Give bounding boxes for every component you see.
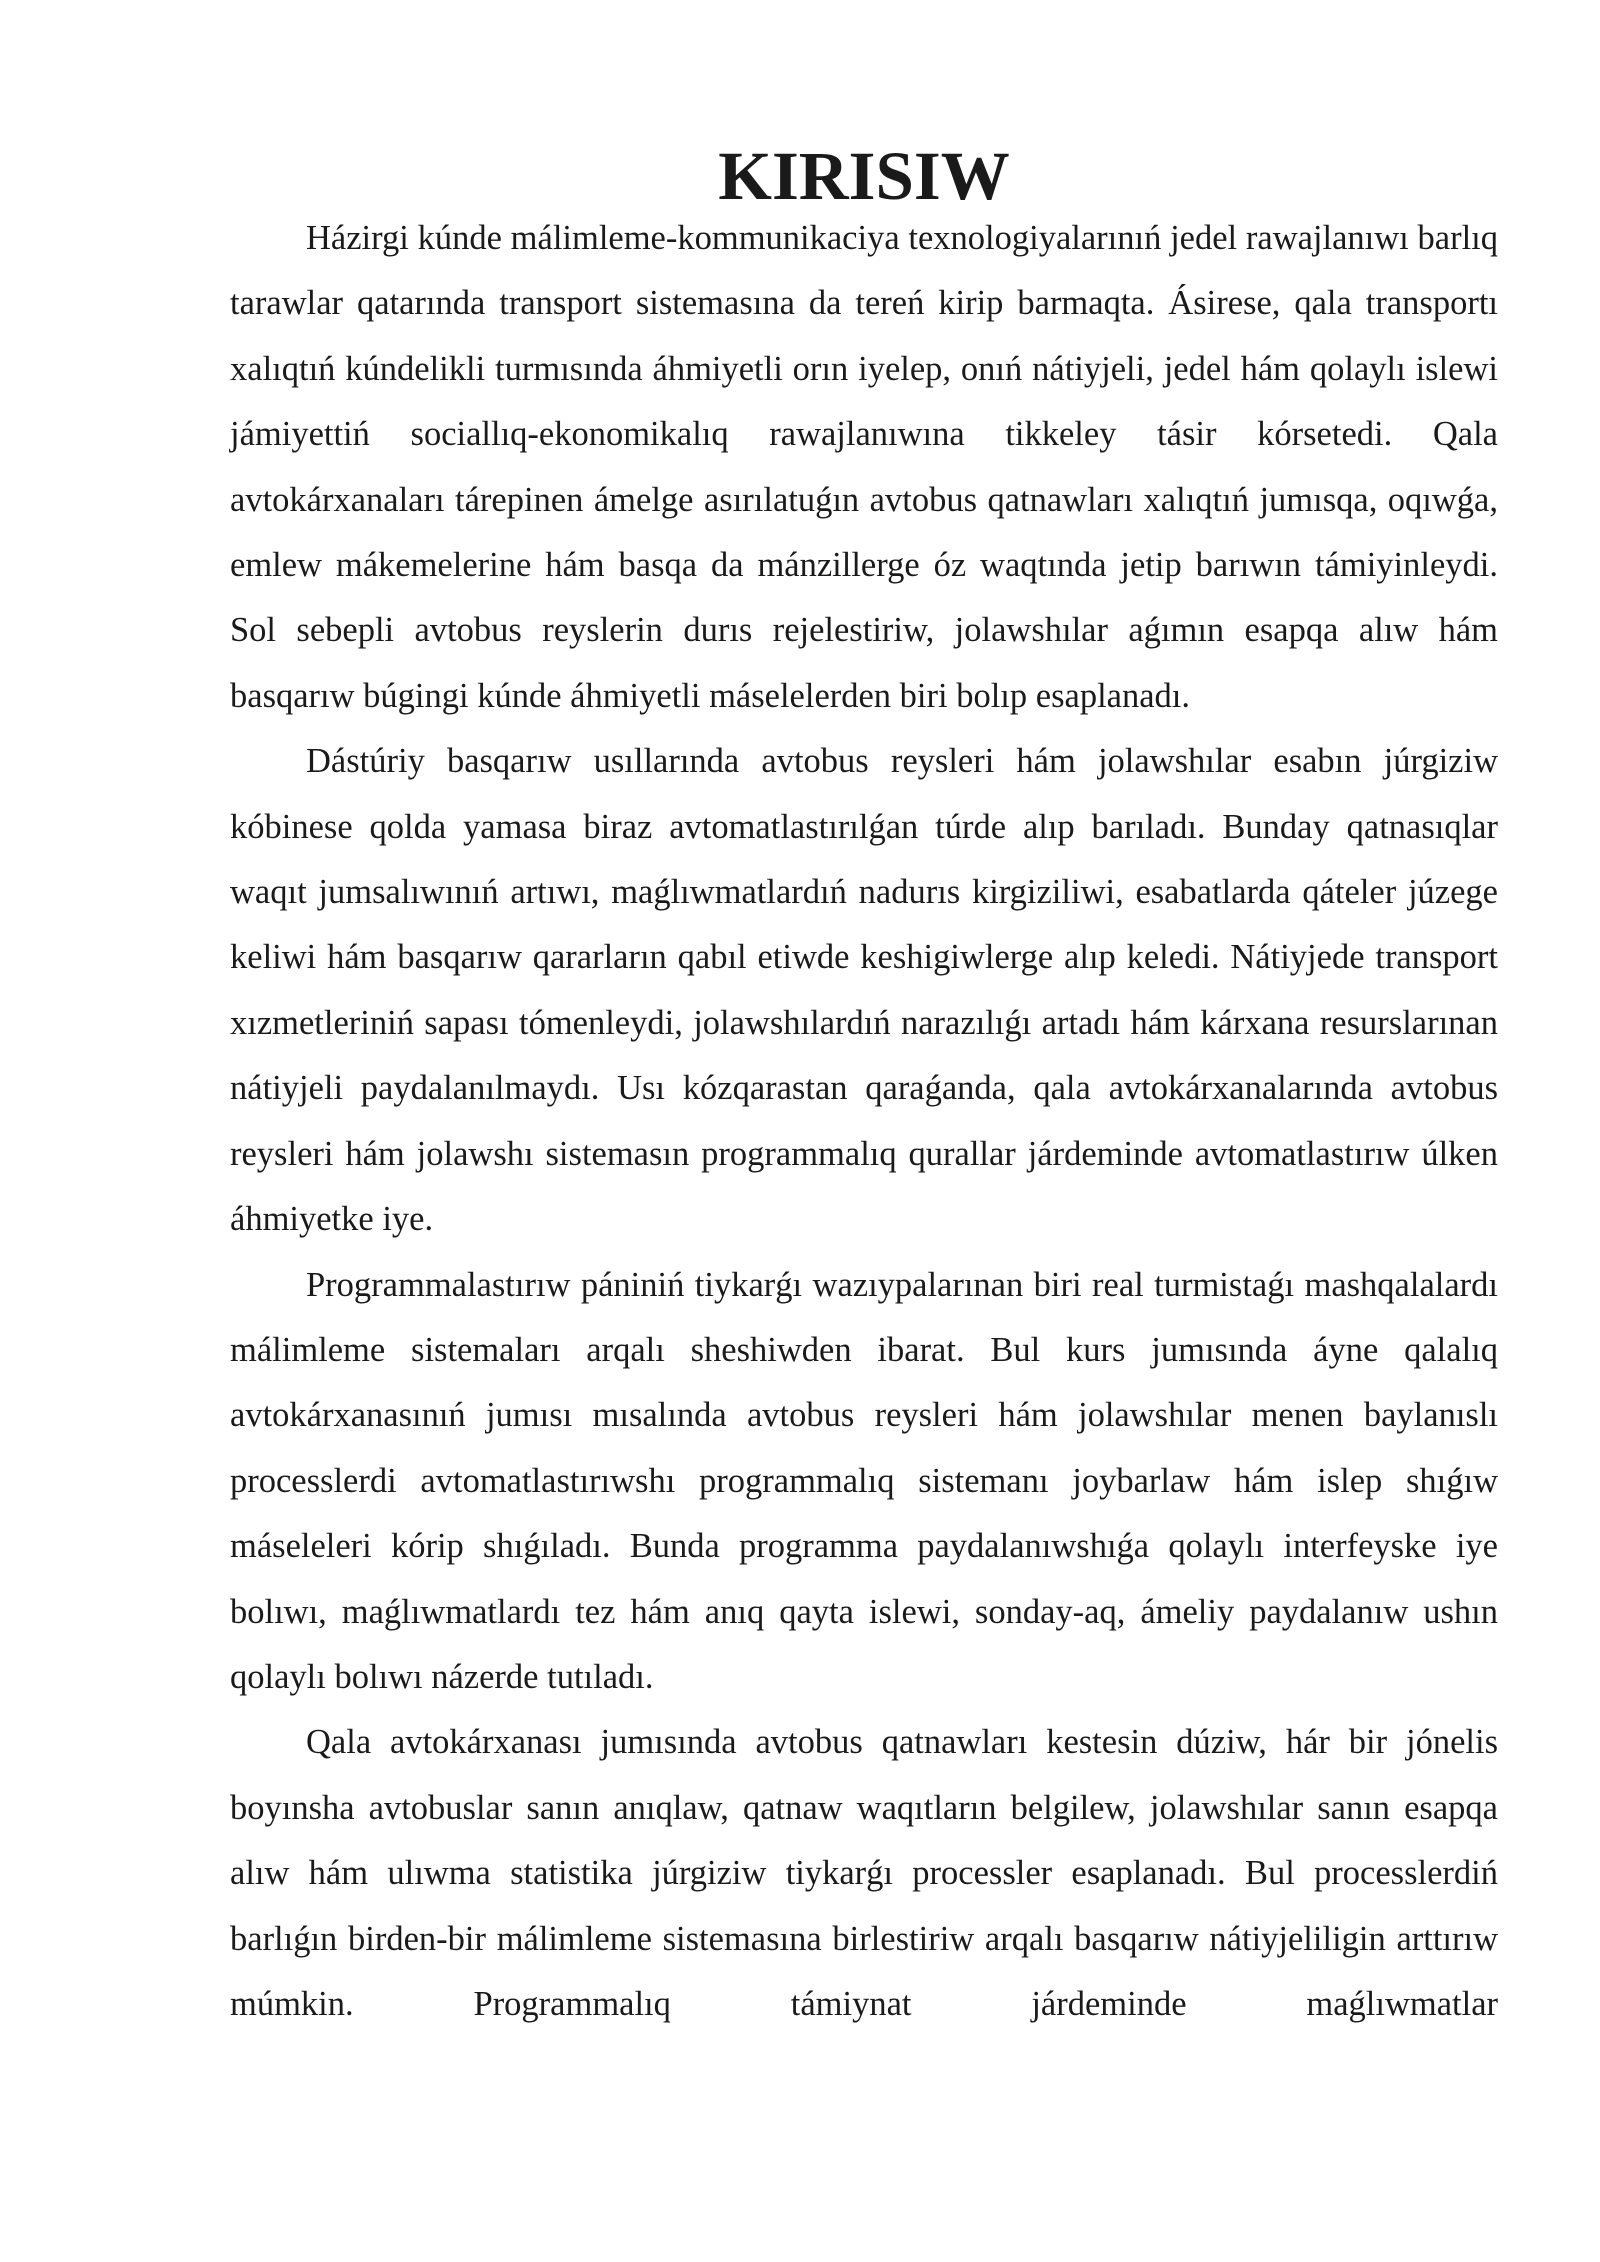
document-title: KIRISIW (718, 138, 1010, 214)
paragraph-3: Programmalastırıw pániniń tiykarǵı wazıypalarınan biri real turmistaǵı mashqalalardı málimleme sistemaları arqalı sheshiwden ibarat. Bul kurs jumısında áyne qalalıq avtokárxanasınıń jumısı mısalında avtobus reysleri hám jolawshılar menen baylanıslı processlerdi avtomatlastırıwshı programmalıq sistemanı joybarlaw hám islep shıǵıw máseleleri kórip shıǵıladı. Bunda programma paydalanıwshıǵa qolaylı interfeyske iye bolıwı, maǵlıwmatlardı tez hám anıq qayta islewi, sonday-aq, ámeliy paydalanıw ushın qolaylı bolıwı názerde tutıladı. (230, 1265, 1498, 1696)
paragraph-4: Qala avtokárxanası jumısında avtobus qatnawları kestesin dúziw, hár bir jónelis boyınsha avtobuslar sanın anıqlaw, qatnaw waqıtların belgilew, jolawshılar sanın esapqa alıw hám ulıwma statistika júrgiziw tiykarǵı processler esaplanadı. Bul processlerdiń barlıǵın birden-bir málimleme sistemasına birlestiriw arqalı basqarıw nátiyjeliligin arttırıw múmkin. Programmalıq támiynat járdeminde maǵlıwmatlar (230, 1723, 1498, 2023)
document-page (230, 138, 1498, 2037)
paragraph-1: Házirgi kúnde málimleme-kommunikaciya texnologiyalarınıń jedel rawajlanıwı barlıq tarawlar qatarında transport sistemasına da tereń kirip barmaqta. Ásirese, qala transportı xalıqtıń kúndelikli turmısında áhmiyetli orın iyelep, onıń nátiyjeli, jedel hám qolaylı islewi jámiyettiń sociallıq-ekonomikalıq rawajlanıwına tikkeley tásir kórsetedi. Qala avtokárxanaları tárepinen ámelge asırılatuǵın avtobus qatnawları xalıqtıń jumısqa, oqıwǵa, emlew mákemelerine hám basqa da mánzillerge óz waqtında jetip barıwın támiyinleydi. Sol sebepli avtobus reyslerin durıs rejelestiriw, jolawshılar aǵımın esapqa alıw hám basqarıw búgingi kúnde áhmiyetli máselelerden biri bolıp esaplanadı. (230, 219, 1498, 715)
paragraph-2: Dástúriy basqarıw usıllarında avtobus reysleri hám jolawshılar esabın júrgiziw kóbinese qolda yamasa biraz avtomatlastırılǵan túrde alıp barıladı. Bunday qatnasıqlar waqıt jumsalıwınıń artıwı, maǵlıwmatlardıń nadurıs kirgiziliwi, esabatlarda qáteler júzege keliwi hám basqarıw qararların qabıl etiwde keshigiwlerge alıp keledi. Nátiyjede transport xızmetleriniń sapası tómenleydi, jolawshılardıń narazılıǵı artadı hám kárxana resurslarınan nátiyjeli paydalanılmaydı. Usı kózqarastan qaraǵanda, qala avtokárxanalarında avtobus reysleri hám jolawshı sistemasın programmalıq qurallar járdeminde avtomatlastırıw úlken áhmiyetke iye. (230, 742, 1498, 1239)
